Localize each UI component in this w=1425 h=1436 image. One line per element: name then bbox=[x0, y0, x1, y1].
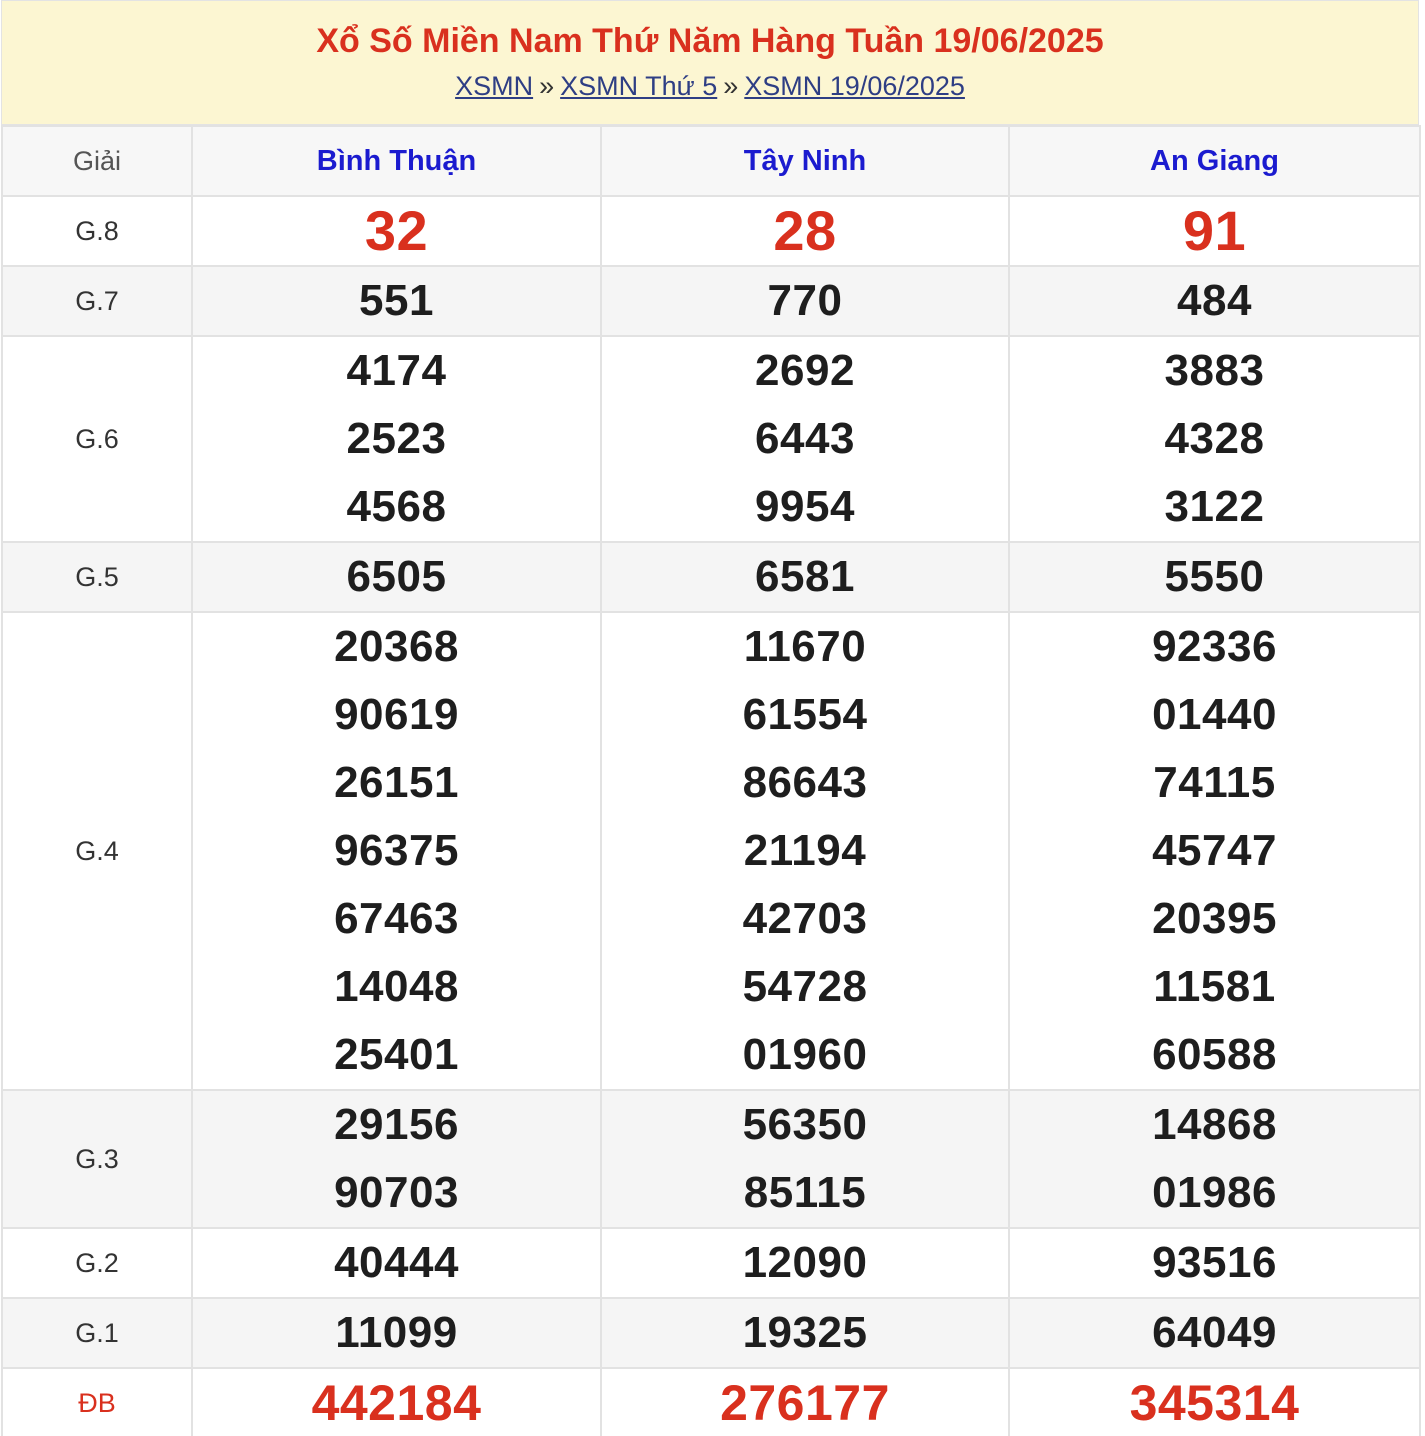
result-number: 25401 bbox=[334, 1030, 459, 1079]
province-header-binh-thuan[interactable]: Bình Thuận bbox=[192, 126, 601, 196]
result-number: 42703 bbox=[742, 894, 868, 943]
result-number: 93516 bbox=[1152, 1238, 1277, 1287]
results-header bbox=[1, 0, 1419, 125]
result-number: 28 bbox=[773, 199, 837, 262]
result-number: 32 bbox=[364, 199, 429, 262]
result-cell-binh-thuan bbox=[192, 266, 601, 336]
result-cell-binh-thuan bbox=[192, 1090, 601, 1228]
result-number: 4174 bbox=[346, 346, 447, 395]
breadcrumb-link-xsmn-thu-5[interactable]: XSMN Thứ 5 bbox=[560, 71, 718, 101]
results-table bbox=[1, 125, 1421, 1436]
result-number: 551 bbox=[359, 276, 434, 325]
prize-row bbox=[2, 612, 1420, 1090]
result-number: 40444 bbox=[334, 1238, 459, 1287]
prize-row bbox=[2, 1298, 1420, 1368]
prize-label: G.1 bbox=[2, 1298, 192, 1368]
prize-row bbox=[2, 336, 1420, 542]
prize-row bbox=[2, 1090, 1420, 1228]
result-number: 442184 bbox=[311, 1375, 482, 1431]
result-cell-tay-ninh bbox=[601, 612, 1009, 1090]
result-number: 5550 bbox=[1164, 552, 1265, 601]
result-number: 14868 bbox=[1152, 1100, 1277, 1149]
prize-label: G.7 bbox=[2, 266, 192, 336]
result-cell-an-giang bbox=[1009, 612, 1420, 1090]
result-number: 01960 bbox=[742, 1030, 868, 1079]
prize-column-header: Giải bbox=[2, 126, 192, 196]
result-cell-tay-ninh bbox=[601, 196, 1009, 266]
result-cell-tay-ninh bbox=[601, 1228, 1009, 1298]
result-number: 20395 bbox=[1152, 894, 1277, 943]
result-number: 67463 bbox=[334, 894, 459, 943]
table-header-row bbox=[2, 126, 1420, 196]
result-number: 6443 bbox=[755, 414, 855, 463]
result-number: 3122 bbox=[1164, 482, 1265, 531]
result-number: 2692 bbox=[755, 346, 855, 395]
result-cell-an-giang bbox=[1009, 542, 1420, 612]
prize-label: G.4 bbox=[2, 612, 192, 1090]
result-number: 56350 bbox=[742, 1100, 868, 1149]
result-number: 91 bbox=[1182, 199, 1247, 262]
result-cell-an-giang bbox=[1009, 1090, 1420, 1228]
result-cell-tay-ninh bbox=[601, 542, 1009, 612]
province-header-an-giang[interactable]: An Giang bbox=[1009, 126, 1420, 196]
result-number: 85115 bbox=[743, 1168, 867, 1217]
result-number: 11099 bbox=[335, 1308, 458, 1357]
result-number: 90619 bbox=[334, 690, 459, 739]
result-number: 20368 bbox=[334, 622, 459, 671]
result-number: 2523 bbox=[346, 414, 447, 463]
result-number: 770 bbox=[767, 276, 843, 325]
prize-label: G.5 bbox=[2, 542, 192, 612]
result-cell-binh-thuan bbox=[192, 196, 601, 266]
result-cell-an-giang bbox=[1009, 1298, 1420, 1368]
result-number: 4568 bbox=[346, 482, 447, 531]
prize-row bbox=[2, 1368, 1420, 1436]
result-number: 54728 bbox=[742, 962, 868, 1011]
result-number: 90703 bbox=[334, 1168, 459, 1217]
breadcrumb-separator: » bbox=[723, 71, 739, 101]
result-number: 11581 bbox=[1153, 962, 1276, 1011]
result-number: 29156 bbox=[334, 1100, 459, 1149]
result-cell-tay-ninh bbox=[601, 1368, 1009, 1436]
result-cell-binh-thuan bbox=[192, 1298, 601, 1368]
results-container bbox=[1, 0, 1419, 1436]
breadcrumb bbox=[2, 69, 1418, 103]
result-number: 74115 bbox=[1153, 758, 1276, 807]
result-number: 11670 bbox=[743, 622, 867, 671]
result-number: 92336 bbox=[1152, 622, 1277, 671]
result-number: 276177 bbox=[720, 1375, 890, 1431]
result-cell-an-giang bbox=[1009, 266, 1420, 336]
prize-row bbox=[2, 542, 1420, 612]
prize-row bbox=[2, 196, 1420, 266]
result-cell-an-giang bbox=[1009, 336, 1420, 542]
result-number: 4328 bbox=[1164, 414, 1265, 463]
breadcrumb-separator: » bbox=[539, 71, 555, 101]
result-cell-an-giang bbox=[1009, 1228, 1420, 1298]
result-number: 345314 bbox=[1129, 1375, 1300, 1431]
result-number: 6581 bbox=[755, 552, 855, 601]
result-number: 21194 bbox=[743, 826, 867, 875]
result-cell-binh-thuan bbox=[192, 1368, 601, 1436]
result-number: 19325 bbox=[742, 1308, 868, 1357]
page-title: Xổ Số Miền Nam Thứ Năm Hàng Tuần 19/06/2025 bbox=[316, 22, 1104, 60]
result-cell-binh-thuan bbox=[192, 1228, 601, 1298]
prize-row bbox=[2, 1228, 1420, 1298]
result-number: 3883 bbox=[1164, 346, 1265, 395]
result-cell-tay-ninh bbox=[601, 1298, 1009, 1368]
result-cell-an-giang bbox=[1009, 1368, 1420, 1436]
result-cell-tay-ninh bbox=[601, 336, 1009, 542]
result-number: 484 bbox=[1177, 276, 1252, 325]
breadcrumb-link-xsmn[interactable]: XSMN bbox=[455, 71, 534, 101]
result-number: 9954 bbox=[755, 482, 855, 531]
result-number: 96375 bbox=[334, 826, 459, 875]
result-cell-binh-thuan bbox=[192, 542, 601, 612]
result-number: 64049 bbox=[1152, 1308, 1277, 1357]
breadcrumb-link-xsmn-date[interactable]: XSMN 19/06/2025 bbox=[744, 71, 965, 101]
province-header-tay-ninh[interactable]: Tây Ninh bbox=[601, 126, 1009, 196]
result-cell-binh-thuan bbox=[192, 336, 601, 542]
result-number: 01440 bbox=[1152, 690, 1277, 739]
prize-label: G.3 bbox=[2, 1090, 192, 1228]
result-number: 86643 bbox=[742, 758, 868, 807]
result-number: 45747 bbox=[1152, 826, 1277, 875]
result-number: 14048 bbox=[334, 962, 459, 1011]
prize-label: ĐB bbox=[2, 1368, 192, 1436]
prize-label: G.2 bbox=[2, 1228, 192, 1298]
result-number: 12090 bbox=[742, 1238, 868, 1287]
result-number: 26151 bbox=[334, 758, 459, 807]
result-cell-binh-thuan bbox=[192, 612, 601, 1090]
result-number: 61554 bbox=[742, 690, 868, 739]
result-number: 01986 bbox=[1152, 1168, 1277, 1217]
result-number: 6505 bbox=[346, 552, 447, 601]
prize-label: G.6 bbox=[2, 336, 192, 542]
result-cell-an-giang bbox=[1009, 196, 1420, 266]
result-cell-tay-ninh bbox=[601, 266, 1009, 336]
result-number: 60588 bbox=[1152, 1030, 1277, 1079]
prize-label: G.8 bbox=[2, 196, 192, 266]
result-cell-tay-ninh bbox=[601, 1090, 1009, 1228]
prize-row bbox=[2, 266, 1420, 336]
